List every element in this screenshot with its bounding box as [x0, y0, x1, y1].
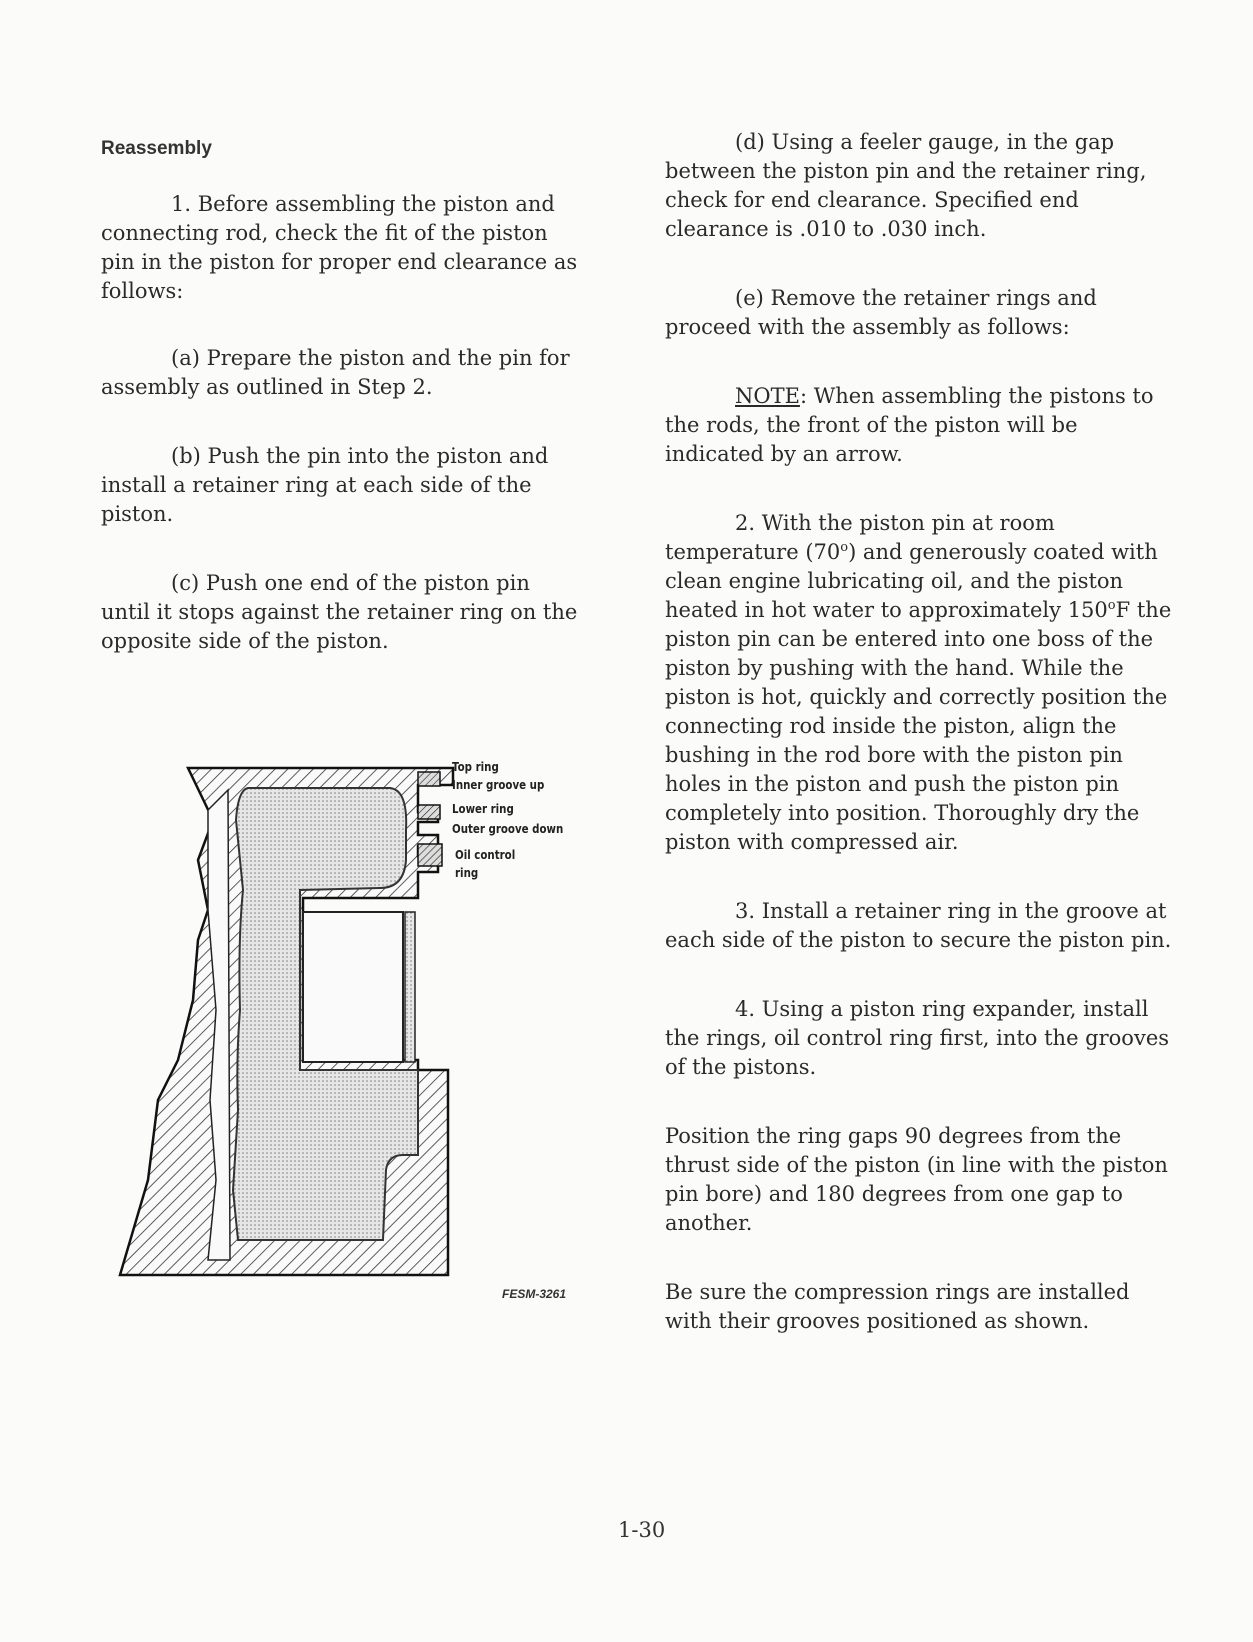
piston-cross-section-diagram — [118, 760, 598, 1310]
oil-control-ring-icon — [418, 844, 442, 866]
retainer-ring — [405, 912, 415, 1062]
note-paragraph — [665, 382, 1175, 469]
step-2-text-a: 2. With the piston pin at room temperature (70 — [665, 511, 1055, 564]
compression-rings-paragraph: Be sure the compression rings are installed with their grooves positioned as shown. — [665, 1280, 1130, 1333]
note-label: NOTE — [735, 384, 800, 408]
label-outer-groove-down: Outer groove down — [452, 821, 564, 836]
step-1a-paragraph: (a) Prepare the piston and the pin for assembly as outlined in Step 2. — [101, 346, 570, 399]
step-1b-paragraph: (b) Push the pin into the piston and install a retainer ring at each side of the piston. — [101, 444, 549, 526]
step-2-paragraph — [665, 509, 1175, 857]
degree-superscript: o — [840, 540, 849, 555]
label-top-ring: Top ring — [452, 759, 499, 774]
lower-ring-icon — [418, 805, 440, 819]
right-column — [665, 128, 1175, 1336]
step-1-paragraph: 1. Before assembling the piston and connecting rod, check the fit of the piston pin in the piston for proper end clearance as follows: — [101, 192, 578, 303]
step-1c-paragraph: (c) Push one end of the piston pin until it stops against the retainer ring on the opposite side of the piston. — [101, 571, 578, 653]
step-1d-paragraph: (d) Using a feeler gauge, in the gap between the piston pin and the retainer ring, check for end clearance. Specified end clearance is .010 to .030 inch. — [665, 130, 1147, 241]
step-3-paragraph: 3. Install a retainer ring in the groove at each side of the piston to secure the piston pin. — [665, 899, 1172, 952]
label-ring: ring — [455, 865, 479, 880]
step-2-text-c: F the piston pin can be entered into one boss of the piston by pushing with the hand. While the piston is hot, quickly and correctly position the connecting rod inside the piston, align the bushing in the rod bore with the piston pin holes in the piston and push the piston pin completely into position. Thoroughly dry the piston with compressed air. — [665, 598, 1172, 854]
section-heading: Reassembly — [101, 138, 212, 159]
ring-gap-paragraph: Position the ring gaps 90 degrees from the thrust side of the piston (in line with the piston pin bore) and 180 degrees from one gap to another. — [665, 1124, 1168, 1235]
degree-superscript-2: o — [1107, 598, 1116, 613]
step-2-text-b: ) and generously coated with clean engine lubricating oil, and the piston heated in hot water to approximately 150 — [665, 540, 1158, 622]
page-number: 1-30 — [618, 1518, 666, 1542]
figure-code: FESM-3261 — [502, 1287, 567, 1301]
left-column — [101, 190, 581, 656]
label-inner-groove-up: Inner groove up — [452, 777, 545, 792]
label-oil-control: Oil control — [455, 847, 516, 862]
step-4-paragraph: 4. Using a piston ring expander, install the rings, oil control ring first, into the grooves of the pistons. — [665, 997, 1170, 1079]
label-lower-ring: Lower ring — [452, 801, 514, 816]
pin-bore — [303, 912, 403, 1062]
top-ring-icon — [418, 772, 440, 786]
step-1e-paragraph: (e) Remove the retainer rings and proceed with the assembly as follows: — [665, 286, 1097, 339]
note-text: : When assembling the pistons to the rods, the front of the piston will be indicated by an arrow. — [665, 384, 1154, 466]
